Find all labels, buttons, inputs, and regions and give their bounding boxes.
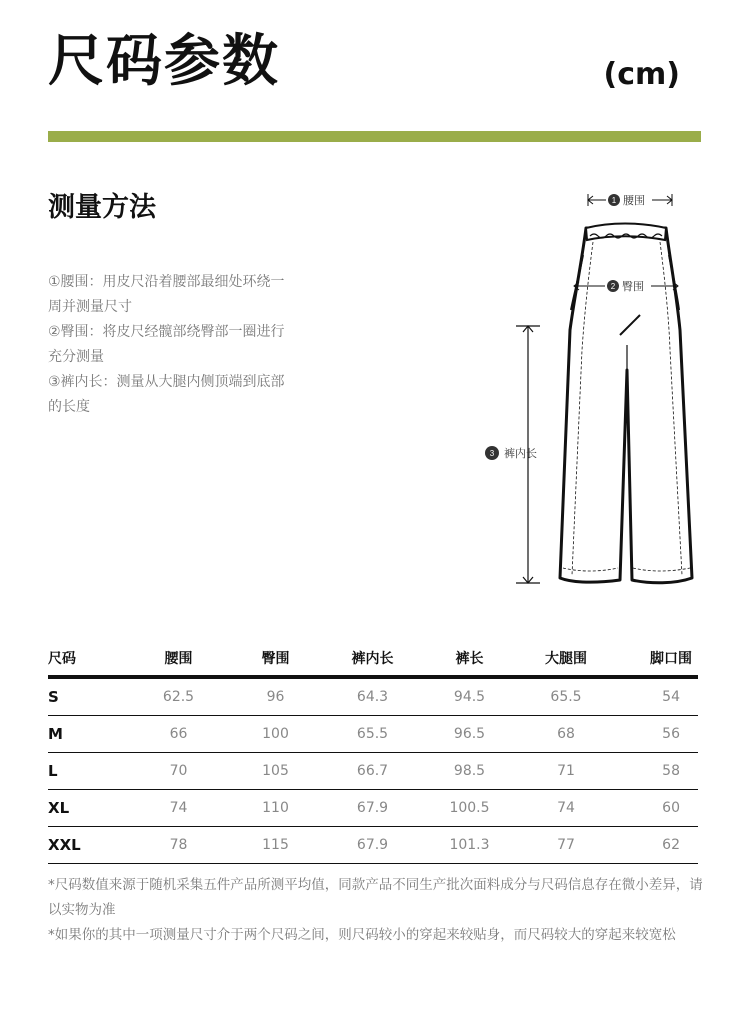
- accent-divider: [48, 131, 701, 142]
- size-table: [48, 640, 698, 864]
- table-cell: 62.5: [130, 677, 227, 716]
- page-title: 尺码参数: [48, 29, 280, 94]
- table-cell: 66: [130, 716, 227, 753]
- instruction-hip: ②臀围：将皮尺经髋部绕臀部一圈进行充分测量: [48, 324, 285, 365]
- table-cell: 100: [227, 716, 324, 753]
- instruction-inseam: ③裤内长：测量从大腿内侧顶端到底部的长度: [48, 374, 285, 415]
- table-cell: 105: [227, 753, 324, 790]
- table-cell: 74: [518, 790, 614, 827]
- table-cell: 54: [614, 677, 698, 716]
- table-cell: 64.3: [324, 677, 421, 716]
- column-header: 脚口围: [614, 640, 698, 677]
- table-cell: 74: [130, 790, 227, 827]
- table-cell: 62: [614, 827, 698, 864]
- table-row: [48, 753, 698, 790]
- table-cell: 70: [130, 753, 227, 790]
- table-cell: 77: [518, 827, 614, 864]
- table-cell: 66.7: [324, 753, 421, 790]
- table-cell: 115: [227, 827, 324, 864]
- measurement-instructions: [48, 270, 288, 420]
- table-cell: 60: [614, 790, 698, 827]
- table-cell: 68: [518, 716, 614, 753]
- table-cell: 100.5: [421, 790, 518, 827]
- table-cell: 110: [227, 790, 324, 827]
- unit-label: (cm): [603, 57, 680, 92]
- inseam-label: 裤内长: [504, 447, 537, 460]
- instruction-waist: ①腰围：用皮尺沿着腰部最细处环绕一周并测量尺寸: [48, 274, 285, 315]
- inseam-number: 3: [489, 449, 495, 458]
- size-cell: L: [48, 753, 130, 790]
- table-cell: 78: [130, 827, 227, 864]
- size-cell: M: [48, 716, 130, 753]
- column-header: 腰围: [130, 640, 227, 677]
- column-header: 裤长: [421, 640, 518, 677]
- table-cell: 98.5: [421, 753, 518, 790]
- table-cell: 96.5: [421, 716, 518, 753]
- column-header: 大腿围: [518, 640, 614, 677]
- table-cell: 101.3: [421, 827, 518, 864]
- table-cell: 96: [227, 677, 324, 716]
- hip-label: 臀围: [622, 280, 644, 293]
- table-cell: 94.5: [421, 677, 518, 716]
- footnote: *尺码数值来源于随机采集五件产品所测平均值，同款产品不同生产批次面料成分与尺码信息存在微小差异，请以实物为准: [48, 877, 703, 918]
- table-cell: 71: [518, 753, 614, 790]
- table-cell: 67.9: [324, 790, 421, 827]
- column-header: 裤内长: [324, 640, 421, 677]
- table-row: [48, 790, 698, 827]
- size-cell: XXL: [48, 827, 130, 864]
- table-row: [48, 827, 698, 864]
- table-cell: 58: [614, 753, 698, 790]
- size-cell: XL: [48, 790, 130, 827]
- waist-number: 1: [611, 196, 617, 205]
- column-header: 臀围: [227, 640, 324, 677]
- table-row: [48, 677, 698, 716]
- pants-diagram: [470, 180, 710, 600]
- section-title-method: 测量方法: [48, 192, 156, 223]
- footnote: *如果你的其中一项测量尺寸介于两个尺码之间，则尺码较小的穿起来较贴身，而尺码较大的穿起来较宽松: [48, 927, 676, 943]
- table-header-row: [48, 640, 698, 677]
- table-cell: 65.5: [518, 677, 614, 716]
- waist-label: 腰围: [623, 194, 645, 207]
- table-row: [48, 716, 698, 753]
- footnotes: [48, 873, 703, 948]
- table-cell: 56: [614, 716, 698, 753]
- hip-number: 2: [610, 282, 616, 291]
- table-cell: 65.5: [324, 716, 421, 753]
- column-header: 尺码: [48, 640, 130, 677]
- table-cell: 67.9: [324, 827, 421, 864]
- size-cell: S: [48, 677, 130, 716]
